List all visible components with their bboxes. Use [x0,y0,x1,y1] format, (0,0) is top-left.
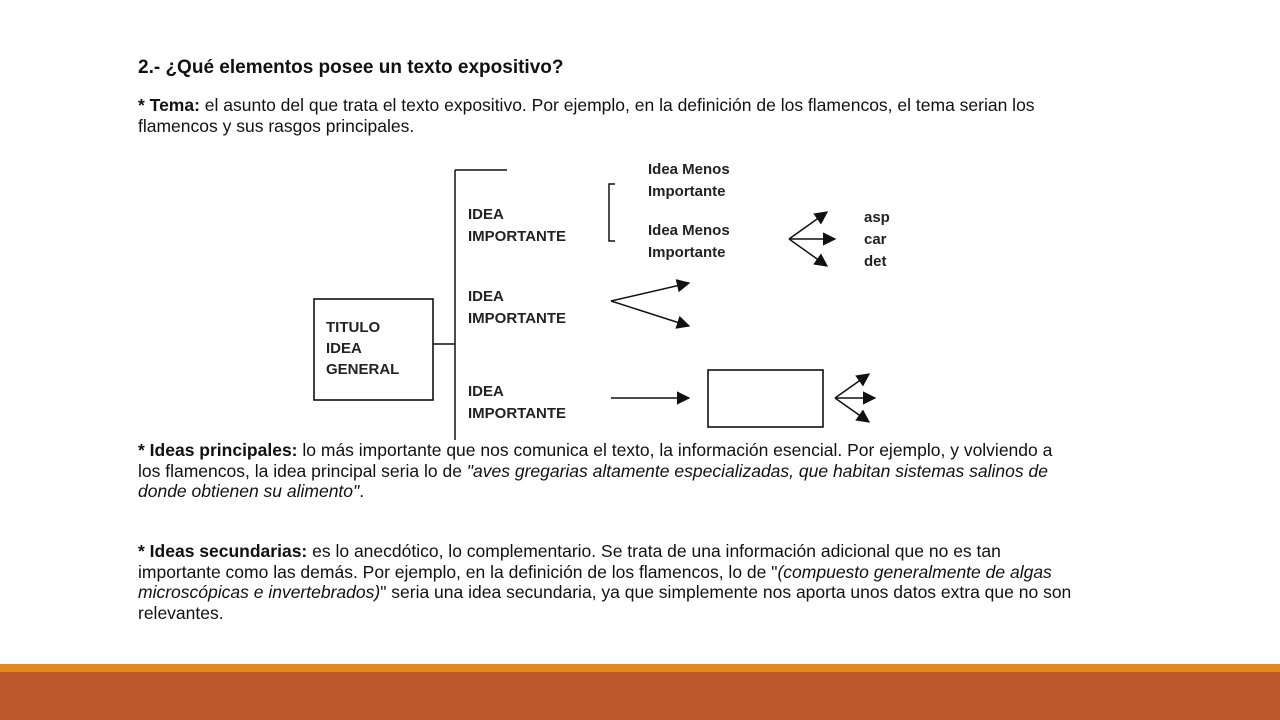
titulo-line-3: GENERAL [326,361,400,378]
secundarias-text: es lo anecdótico, lo complementario. Se trata de una información adicional que no es tan importante como las demás. Por ejemplo, en la definición de los flamencos, lo de " [138,541,1001,582]
principales-end: . [359,481,365,501]
idea-importante-1-line-2: IMPORTANTE [468,228,567,245]
titulo-line-2: IDEA [326,340,362,357]
cut-label-3: det [864,253,887,270]
cut-label-2: car [864,231,887,248]
footer-band [0,672,1280,720]
arrow-menos-up [789,212,827,239]
diagram-svg [309,158,892,440]
secundarias-quote: (compuesto generalmente de algas microscópicas e invertebrados) [138,561,1052,602]
secundarias-label: * Ideas secundarias: [138,541,308,561]
arrow-idea2-up [611,283,689,301]
idea-menos-1-line-2: Importante [648,183,726,200]
arrow-box-up [835,374,869,398]
text-structure-diagram [309,158,892,440]
footer-accent-stripe [0,664,1280,672]
idea-importante-2-line-2: IMPORTANTE [468,310,567,327]
principales-quote: "aves gregarias altamente especializadas, que habitan sistemas salinos de donde obtienen su alimento" [138,460,1048,501]
secundarias-end: " seria una idea secundaria, ya que simplemente nos aporta unos datos extra que no son relevantes. [138,582,1072,623]
tema-text: el asunto del que trata el texto expositivo. Por ejemplo, en la definición de los flamencos, el tema serian los flamencos y sus rasgos principales. [138,95,1035,136]
ideas-principales-paragraph [138,440,1078,502]
sub-bracket [609,184,615,241]
idea-menos-2-line-1: Idea Menos [648,222,730,239]
idea-importante-3-line-1: IDEA [468,383,504,400]
principales-text: lo más importante que nos comunica el texto, la información esencial. Por ejemplo, y volviendo a los flamencos, la idea principal seria lo de [138,440,1053,481]
arrow-idea2-down [611,301,689,326]
cut-label-1: asp [864,209,890,226]
idea-menos-1-line-1: Idea Menos [648,161,730,178]
arrow-box-down [835,398,869,422]
section-heading: 2.- ¿Qué elementos posee un texto expositivo? [138,57,564,78]
idea-menos-2-line-2: Importante [648,244,726,261]
empty-box [708,370,823,427]
tema-paragraph [138,95,1078,136]
idea-importante-1-line-1: IDEA [468,206,504,223]
ideas-secundarias-paragraph [138,541,1078,623]
titulo-line-1: TITULO [326,319,381,336]
idea-importante-3-line-2: IMPORTANTE [468,405,567,422]
idea-importante-2-line-1: IDEA [468,288,504,305]
principales-label: * Ideas principales: [138,440,298,460]
tema-label: * Tema: [138,95,200,115]
arrow-menos-down [789,239,827,266]
